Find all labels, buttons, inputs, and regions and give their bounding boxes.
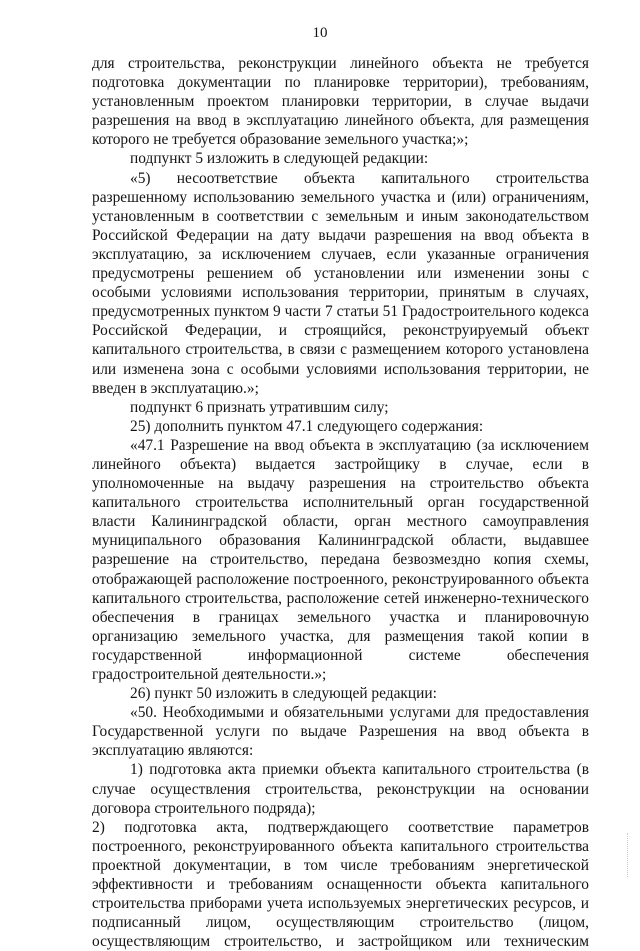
paragraph: для строительства, реконструкции линейного объекта не требуется подготовка документации по планировке территории), требованиям, установленным проектом планировки территории, в случае выдачи разрешения на ввод в эксплуатацию линейного объекта, для размещения которого не требуется образование земельного участка;»; [92, 55, 589, 149]
paragraph: 2) подготовка акта, подтверждающего соответствие параметров построенного, реконструированного объекта капитального строительства проектной документации, в том числе требованиям энергетической эффективности и требованиям оснащенности объекта капитального строительства приборами учета используемых энергетических ресурсов, и подписанный лицом, осуществляющим строительство (лицом, осуществляющим строительство, и застройщиком или техническим [92, 818, 589, 951]
paragraph: подпункт 6 признать утратившим силу; [130, 398, 389, 416]
page-number: 10 [312, 25, 328, 41]
paragraph: «47.1 Разрешение на ввод объекта в эксплуатацию (за исключением линейного объекта) выдается застройщику в случае, если в уполномоченные на выдачу разрешения на строительство объекта капитального строительства исполнительный орган государственной власти Калининградской области, орган местного самоуправления муниципального образования Калининградской области, выдавшее разрешение на строительство, передана безвозмездно копия схемы, отображающей расположение построенного, реконструированного объекта капитального строительства, расположение сетей инженерно-технического обеспечения в границах земельного участка и планировочную организацию земельного участка, для размещения такой копии в государственной информационной системе обеспечения градостроительной деятельности.»; [92, 436, 589, 683]
paragraph: подпункт 5 изложить в следующей редакции: [130, 150, 429, 168]
paragraph: 25) дополнить пунктом 47.1 следующего содержания: [130, 417, 484, 435]
paragraph: 1) подготовка акта приемки объекта капитального строительства (в случае осуществления строительства, реконструкции на основании договора строительного подряда); [92, 761, 589, 817]
document-body [92, 54, 589, 951]
scan-margin-mark [627, 833, 630, 877]
paragraph: «50. Необходимыми и обязательными услугами для предоставления Государственной услуги по выдаче Разрешения на ввод объекта в эксплуатацию являются: [92, 704, 589, 760]
paragraph: 26) пункт 50 изложить в следующей редакции: [130, 685, 437, 703]
paragraph: «5) несоответствие объекта капитального строительства разрешенному использованию земельного участка и (или) ограничениям, установленным в соответствии с земельным и иным законодательством Российской Федерации на дату выдачи разрешения на ввод объекта в эксплуатацию, за исключением случаев, если указанные ограничения предусмотрены решением об установлении или изменении зоны с особыми условиями использования территории, принятым в случаях, предусмотренных пунктом 9 части 7 статьи 51 Градостроительного кодекса Российской Федерации, и строящийся, реконструируемый объект капитального строительства, в связи с размещением которого установлена или изменена зона с особыми условиями использования территории, не введен в эксплуатацию.»; [92, 169, 589, 397]
